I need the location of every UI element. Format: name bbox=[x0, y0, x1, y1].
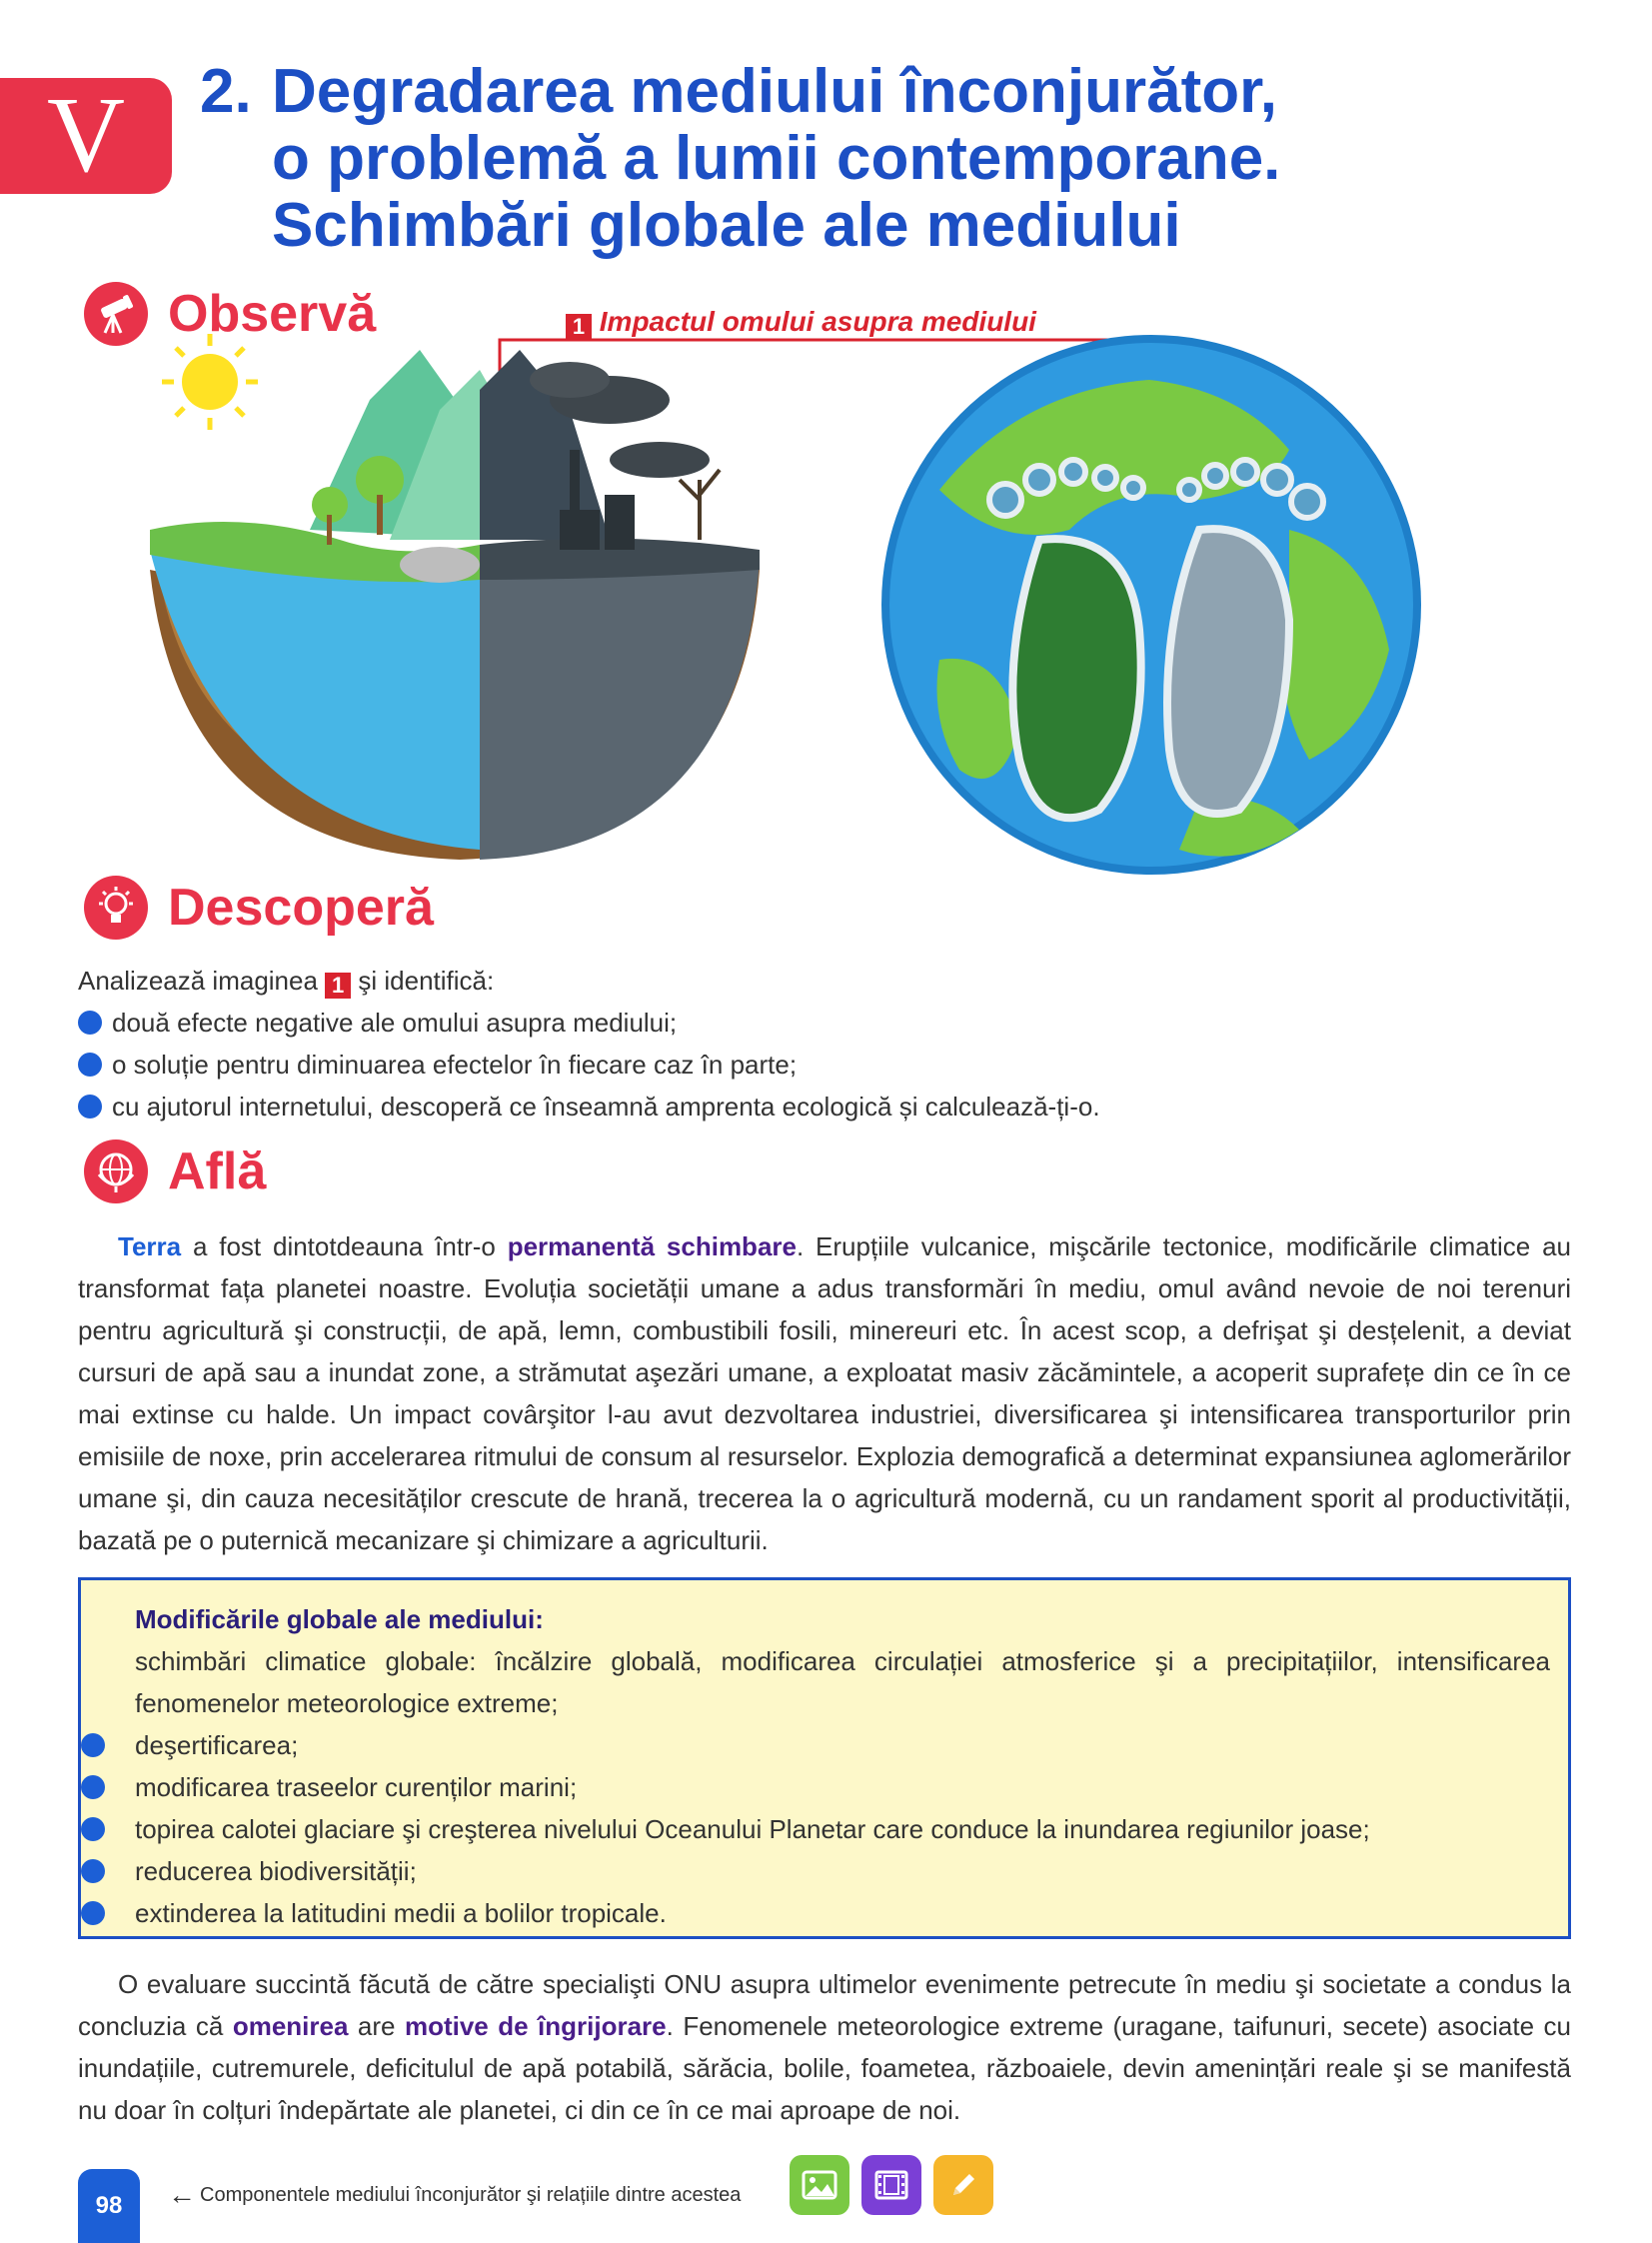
list-item: o soluție pentru diminuarea efectelor în fiecare caz în parte; bbox=[78, 1044, 1577, 1086]
page-number: 98 bbox=[78, 2169, 140, 2243]
title-line-2: o problemă a lumii contemporane. bbox=[272, 124, 1281, 193]
lightbulb-icon bbox=[84, 876, 148, 940]
global-changes-box bbox=[78, 1577, 1571, 1939]
closing-paragraph: O evaluare succintă făcută de către specialişti ONU asupra ultimelor evenimente petrecute în mediu şi societate a condus la concluzia că omenirea are motive de îngrijorare. Fenomenele meteorologice extreme (uragane, taifunuri, secete) asociate cu inundațiile, cutremurele, deficitulul de apă potabilă, sărăcia, bolile, foametea, războaiele, devin amenințări reale şi se manifestă nu doar în colțuri îndepărtate ale planetei, ci din ce în ce mai aproape de noi. bbox=[78, 1969, 1571, 2125]
learn-paragraph: Terra a fost dintotdeauna într-o permanentă schimbare. Erupțiile vulcanice, mişcările tectonice, modificările climatice au transformat fața planetei noastre. Evoluția societății umane a adus transformări în mediu, omul având nevoie de noi terenuri pentru agricultură şi construcții, de apă, lemn, combustibili fosili, minereuri etc. În acest scop, a defrişat şi desțelenit, a deviat cursuri de apă sau a inundat zone, a strămutat aşezări umane, a exploatat masiv zăcămintele, a acoperit suprafețe din ce în ce mai extinse cu halde. Un impact covârşitor l-au avut dezvoltarea industriei, diversificarea şi intensificarea transporturilor prin emisiile de noxe, prin accelerarea ritmului de consum al resurselor. Explozia demografică a determinat expansiunea aglomerărilor umane şi, din cauza necesităților crescute de hrană, trecerea la o agricultură modernă, cu un randament sporit al productivității, bazată pe o puternică mecanizare şi chimizare a agriculturii. bbox=[78, 1231, 1571, 1555]
term-humanity: omenirea bbox=[232, 2011, 349, 2041]
globe-icon bbox=[84, 1139, 148, 1203]
discover-intro: Analizează imaginea 1 şi identifică: bbox=[78, 966, 495, 998]
list-item: modificarea traseelor curenților marini; bbox=[135, 1766, 1550, 1808]
term-concern: motive de îngrijorare bbox=[404, 2011, 667, 2041]
box-title: Modificările globale ale mediului: bbox=[135, 1604, 544, 1634]
list-item: două efecte negative ale omului asupra mediului; bbox=[78, 1002, 1577, 1044]
pencil-icon bbox=[947, 2169, 979, 2201]
list-item: schimbări climatice globale: încălzire globală, modificarea circulației atmosferice şi a precipitațiilor, intensificarea fenomenelor meteorologice extreme; bbox=[135, 1646, 1550, 1718]
list-item: extinderea la latitudini medii a bolilor tropicale. bbox=[135, 1892, 1550, 1934]
list-item: cu ajutorul internetului, descoperă ce înseamnă amprenta ecologică și calculează-ți-o. bbox=[78, 1086, 1577, 1127]
unit-badge: V bbox=[0, 78, 172, 194]
chapter-label: Componentele mediului înconjurător şi relațiile dintre acestea bbox=[200, 2184, 742, 2206]
video-button[interactable] bbox=[861, 2155, 921, 2215]
list-item: deşertificarea; bbox=[135, 1724, 1550, 1766]
arrow-left-icon: ← bbox=[168, 2179, 196, 2210]
image-button[interactable] bbox=[790, 2155, 849, 2215]
environment-illustration bbox=[140, 330, 1519, 890]
list-item: topirea calotei glaciare şi creşterea nivelului Oceanului Planetar care conduce la inundarea regiunilor joase; bbox=[135, 1808, 1550, 1850]
term-terra: Terra bbox=[118, 1231, 182, 1261]
title-line-3: Schimbări globale ale mediului bbox=[272, 191, 1181, 260]
half-earth-illustration bbox=[150, 350, 760, 860]
sun-icon bbox=[162, 334, 258, 430]
learn-heading: Află bbox=[168, 1142, 267, 1200]
page-title bbox=[200, 58, 1499, 259]
figure-caption-text: Impactul omului asupra mediului bbox=[599, 306, 1036, 337]
title-line-1: Degradarea mediului înconjurător, bbox=[272, 57, 1278, 126]
chapter-link[interactable] bbox=[168, 2177, 741, 2213]
globe-footprints-illustration bbox=[881, 335, 1421, 875]
figure-reference: 1 bbox=[325, 973, 351, 999]
lesson-number: 2. bbox=[200, 57, 252, 126]
image-icon bbox=[802, 2170, 837, 2200]
term-permanent-change: permanentă schimbare bbox=[507, 1231, 797, 1261]
observe-heading: Observă bbox=[168, 285, 377, 343]
discover-section bbox=[78, 960, 1577, 1127]
film-icon bbox=[873, 2170, 909, 2200]
list-item: reducerea biodiversității; bbox=[135, 1850, 1550, 1892]
discover-heading: Descoperă bbox=[168, 879, 434, 937]
figure-number: 1 bbox=[566, 314, 592, 340]
edit-button[interactable] bbox=[933, 2155, 993, 2215]
telescope-icon bbox=[84, 282, 148, 346]
